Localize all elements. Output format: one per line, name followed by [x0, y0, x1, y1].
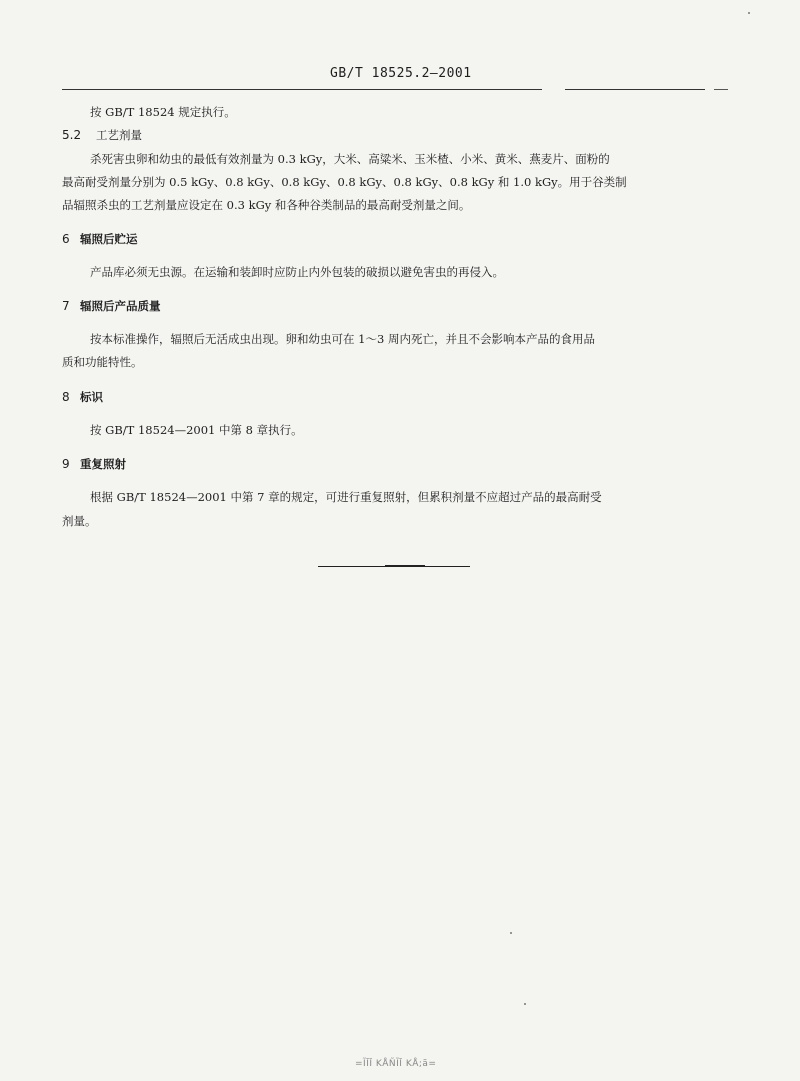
header-rule — [62, 89, 542, 90]
paragraph-line: 产品库必须无虫源。在运输和装卸时应防止内外包装的破损以避免害虫的再侵入。 — [90, 265, 504, 279]
paragraph-line: 根据 GB/T 18524—2001 中第 7 章的规定，可进行重复照射，但累积剂量不应超过产品的最高耐受 — [90, 490, 602, 504]
paragraph-line: 品辐照杀虫的工艺剂量应设定在 0.3 kGy 和各种谷类制品的最高耐受剂量之间。 — [62, 198, 471, 212]
scan-speck — [524, 1003, 526, 1005]
paragraph-line: 按本标准操作，辐照后无活成虫出现。卵和幼虫可在 1～3 周内死亡，并且不会影响本产品的食用品 — [90, 332, 595, 346]
scan-speck — [748, 12, 750, 14]
standard-code: GB/T 18525.2—2001 — [330, 66, 472, 81]
paragraph-line: 剂量。 — [62, 514, 97, 528]
section-number: 7 — [62, 299, 70, 313]
section-number: 5.2 — [62, 128, 82, 142]
header-rule — [714, 89, 728, 90]
paragraph-line: 质和功能特性。 — [62, 355, 143, 369]
section-title: 工艺剂量 — [96, 128, 142, 142]
section-number: 9 — [62, 457, 70, 471]
paragraph-line: 按 GB/T 18524—2001 中第 8 章执行。 — [90, 423, 303, 437]
paragraph-line: 杀死害虫卵和幼虫的最低有效剂量为 0.3 kGy，大米、高粱米、玉米楂、小米、黄米、燕麦片、面粉的 — [90, 152, 610, 166]
section-title: 辐照后贮运 — [80, 232, 138, 246]
end-rule — [385, 565, 425, 567]
scan-speck — [510, 932, 512, 934]
section-number: 6 — [62, 232, 70, 246]
paragraph-line: 最高耐受剂量分别为 0.5 kGy、0.8 kGy、0.8 kGy、0.8 kGy、0.8 kGy、0.8 kGy 和 1.0 kGy。用于谷类制 — [62, 175, 627, 189]
section-title: 标识 — [80, 390, 103, 404]
section-title: 辐照后产品质量 — [80, 299, 161, 313]
page-footer: =ĨĪĪ KÅÑĨĪ KÅ;ã= — [355, 1059, 437, 1069]
section-number: 8 — [62, 390, 70, 404]
header-rule — [565, 89, 705, 90]
intro-line: 按 GB/T 18524 规定执行。 — [90, 105, 236, 119]
section-title: 重复照射 — [80, 457, 126, 471]
